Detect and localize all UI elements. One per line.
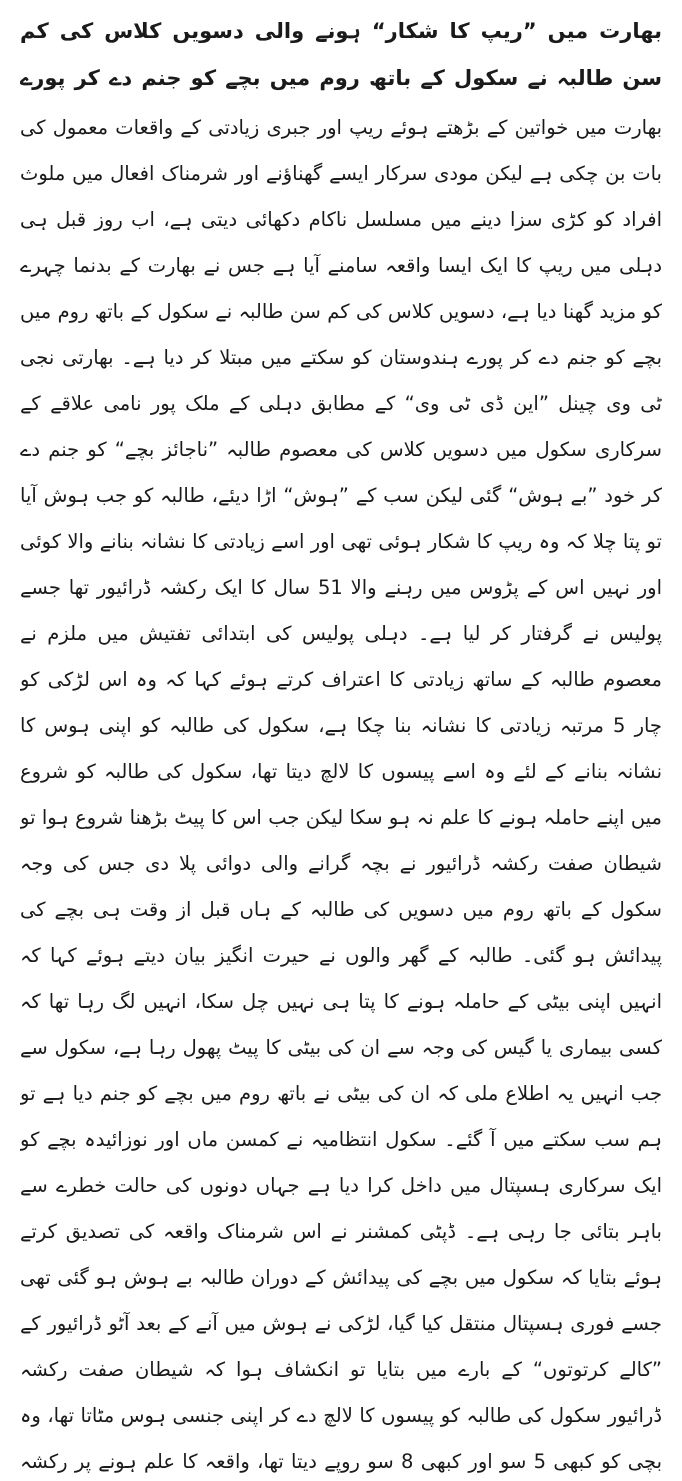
article-body: بھارت میں خواتین کے بڑھتے ہوئے ریپ اور جبری زیادتی کے واقعات معمول کی بات بن چکی ہے لیکن مودی سرکار ایسے گھناؤنے اور شرمناک افعال میں ملوث افراد کو کڑی سزا دینے میں مسلسل ناکام دکھائی دیتی ہے، اب روز قبل ہی دہلی میں ریپ کا ایک ایسا واقعہ سامنے آیا ہے جس نے بھارت کے بدنما چہرے کو مزید گھنا دیا ہے، دسویں کلاس کی کم سن طالبہ نے سکول کے باتھ روم میں بچے کو جنم دے کر پورے ہندوستان کو سکتے میں مبتلا کر دیا ہے۔ بھارتی نجی ٹی وی چینل ”این ڈی ٹی وی“ کے مطابق دہلی کے ملک پور نامی علاقے کے سرکاری سکول میں دسویں کلاس کی معصوم طالبہ ”ناجائز بچے“ کو جنم دے کر خود ”بے ہوش“ گئی لیکن سب کے ”ہوش“ اڑا دیئے، طالبہ کو جب ہوش آیا تو پتا چلا کہ وہ ریپ کا شکار ہوئی تھی اور اسے زیادتی کا نشانہ بنانے والا کوئی اور نہیں اس کے پڑوس میں رہنے والا 51 سال کا ایک رکشہ ڈرائیور تھا جسے پولیس نے گرفتار کر لیا ہے۔ دہلی پولیس کی ابتدائی تفتیش میں ملزم نے معصوم طالبہ کے ساتھ زیادتی کا اعتراف کرتے ہوئے کہا کہ وہ اس لڑکی کو چار 5 مرتبہ زیادتی کا نشانہ بنا چکا ہے، سکول کی طالبہ کو اپنی ہوس کا نشانہ بنانے کے لئے وہ اسے پیسوں کا لالچ دیتا تھا، سکول کی طالبہ کو شروع میں اپنے حاملہ ہونے کا علم نہ ہو سکا لیکن جب اس کا پیٹ بڑھنا شروع ہوا تو شیطان صفت رکشہ ڈرائیور نے بچہ گرانے والی دوائی پلا دی جس کی وجہ سکول کے باتھ روم میں دسویں کی طالبہ کے ہاں قبل از وقت ہی بچے کی پیدائش ہو گئی۔ طالبہ کے گھر والوں نے حیرت انگیز بیان دیتے ہوئے کہا کہ انہیں اپنی بیٹی کے حاملہ ہونے کا پتا ہی نہیں چل سکا، انہیں لگ رہا تھا کہ کسی بیماری یا گیس کی وجہ سے ان کی بیٹی کا پیٹ پھول رہا ہے، سکول سے جب انہیں یہ اطلاع ملی کہ ان کی بیٹی نے باتھ روم میں بچے کو جنم دیا ہے تو ہم سب سکتے میں آ گئے۔ سکول انتظامیہ نے کمسن ماں اور نوزائیدہ بچے کو ایک سرکاری ہسپتال میں داخل کرا دیا ہے جہاں دونوں کی حالت خطرے سے باہر بتائی جا رہی ہے۔ ڈپٹی کمشنر نے اس شرمناک واقعہ کی تصدیق کرتے ہوئے بتایا کہ سکول میں بچے کی پیدائش کے دوران طالبہ بے ہوش ہو گئی تھی جسے فوری ہسپتال منتقل کیا گیا، لڑکی نے ہوش میں آنے کے بعد آٹو ڈرائیور کے ”کالے کرتوتوں“ کے بارے میں بتایا تو انکشاف ہوا کہ شیطان صفت رکشہ ڈرائیور سکول کی طالبہ کو پیسوں کا لالچ دے کر اپنی جنسی ہوس مٹاتا تھا، وہ بچی کو کبھی 5 سو اور کبھی 8 سو روپے دیتا تھا، واقعہ کا علم ہونے پر رکشہ (20, 116, 662, 1473)
article-headline: بھارت میں ”ریپ کا شکار“ ہونے والی دسویں کلاس کی کم سن طالبہ نے سکول کے باتھ روم میں بچے کو جنم دے کر پورے (20, 19, 662, 90)
